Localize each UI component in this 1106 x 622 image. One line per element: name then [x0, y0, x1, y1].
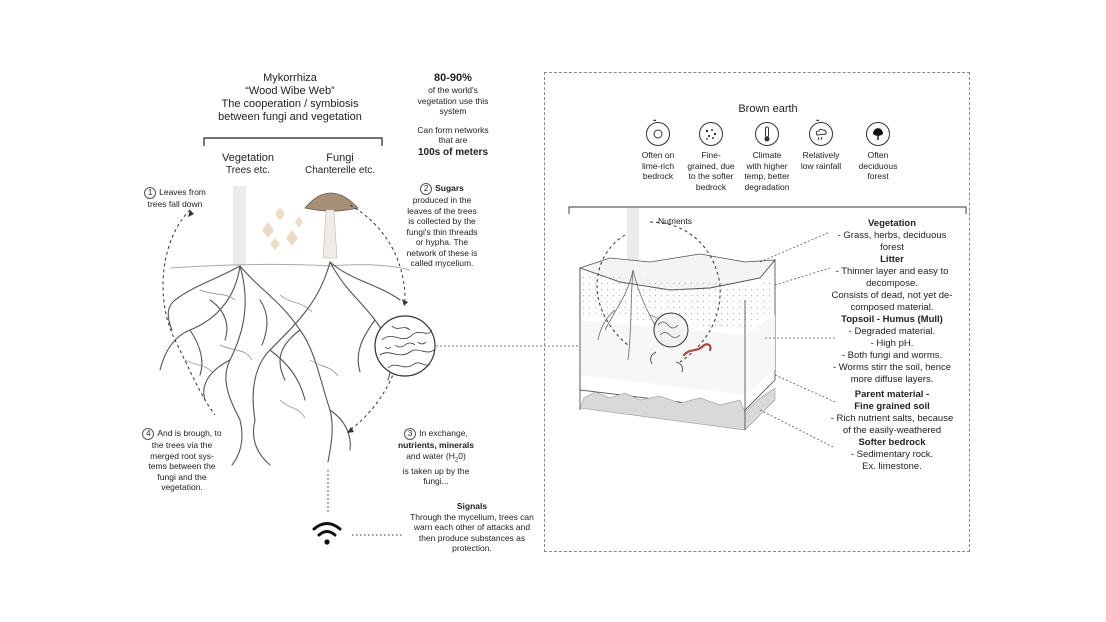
header-desc-1: The cooperation / symbiosis [221, 98, 359, 110]
step-2-line1: produced in the [412, 195, 472, 205]
step-4-line6: vegetation. [161, 482, 203, 492]
layer-parent-title-1: Parent material - [854, 389, 930, 400]
step-2-line7: called mycelium. [410, 258, 474, 268]
layer-litter-line1: - Thinner layer and easy to [835, 266, 949, 277]
condition-line1: Climate [752, 150, 782, 160]
step-3-line3: and water (H [406, 450, 455, 461]
condition-line1: Relatively [802, 150, 840, 160]
layer-vegetation-line1: - Grass, herbs, deciduous [837, 230, 947, 241]
layer-litter-line2: decompose. [866, 278, 918, 289]
stat-network-line2: that are [438, 135, 468, 145]
step-1-badge: 1 [144, 187, 156, 199]
condition-sign: - [653, 115, 657, 126]
condition-sign: - [816, 115, 820, 126]
condition-line2: lime-rich [641, 160, 675, 171]
condition-line4: degradation [744, 181, 790, 192]
step-4-badge: 4 [142, 428, 154, 440]
soil-zoom-circle [654, 313, 688, 347]
signals-line2: warn each other of attacks and [413, 522, 531, 532]
step-2-badge: 2 [420, 183, 432, 195]
stat-percent-line3: system [439, 106, 467, 116]
step-2-line3: is collected by the [408, 216, 476, 226]
condition-line3: bedrock [642, 171, 674, 181]
step-3-line2: nutrients, minerals [397, 440, 475, 450]
condition-line2: low rainfall [800, 160, 842, 171]
layer-topsoil-line1: - Degraded material. [848, 326, 936, 337]
fungi-subtitle: Chanterelle etc. [304, 165, 376, 176]
step-3-line3-sub: 2 [454, 457, 459, 464]
step-4-line1: And is brough, to [157, 428, 222, 438]
step-1-line1: Leaves from [159, 187, 206, 197]
condition-line4: bedrock [695, 181, 727, 192]
step-3-badge: 3 [404, 428, 416, 440]
layer-topsoil-line4: - Worms stirr the soil, hence [832, 362, 952, 373]
step-4-line4: tems between the [148, 461, 216, 471]
layer-topsoil-line3: - Both fungi and worms. [841, 350, 943, 361]
nutrients-label: Nutrients [658, 216, 693, 226]
condition-line2: with higher [746, 160, 788, 171]
layer-bedrock-line1: - Sedimentary rock. [850, 449, 934, 460]
condition-line2: deciduous [858, 160, 898, 171]
step-2-title: Sugars [435, 183, 464, 193]
step-2-line4: fungi's thin threads [406, 226, 478, 237]
soil-layer-descriptions [820, 218, 964, 473]
condition-line3: temp, better [744, 171, 790, 181]
condition-line1: Often [867, 150, 889, 160]
brown-earth-title: Brown earth [738, 103, 798, 115]
layer-bedrock-title: Softer bedrock [858, 437, 926, 448]
step-3-line4: is taken up by the [402, 465, 470, 476]
stat-percent-line2: vegetation use this [417, 95, 489, 106]
signals-line1: Through the mycelium, trees can [410, 511, 534, 522]
layer-vegetation-line2: forest [880, 242, 904, 253]
layer-parent-line2: of the easily-weathered [842, 425, 942, 436]
fungi-title: Fungi [326, 152, 354, 164]
stat-percent-line1: of the world's [428, 85, 478, 95]
step-4-line3: merged root sys- [150, 450, 214, 461]
layer-topsoil-line5: more diffuse layers. [850, 374, 934, 385]
layer-topsoil-line2: - High pH. [870, 338, 914, 349]
layer-topsoil-title: Topsoil - Humus (Mull) [841, 314, 943, 325]
step-2-line2: leaves of the trees [407, 205, 477, 216]
step-3-line5: fungi... [423, 476, 449, 487]
signals-line3: then produce substances as [418, 532, 526, 543]
step-2-line6: network of these is [406, 247, 478, 258]
header-subtitle: “Wood Wibe Web” [245, 85, 335, 97]
signals-title: Signals [456, 501, 488, 511]
step-3-line3-end: 0) [458, 450, 466, 461]
header-title: Mykorrhiza [263, 72, 317, 84]
header-desc-2: between fungi and vegetation [218, 111, 362, 123]
condition-line2: grained, due [687, 160, 735, 171]
condition-line3: to the softer [688, 171, 734, 181]
layer-parent-line1: - Rich nutrient salts, because [830, 413, 954, 424]
stat-network-line1: Can form networks [417, 124, 489, 135]
layer-bedrock-line2: Ex. limestone. [862, 461, 922, 472]
step-4-line5: fungi and the [157, 471, 207, 482]
condition-line1: Often on [641, 150, 675, 160]
condition-line1: Fine- [701, 150, 721, 160]
step-3-line1: In exchange, [419, 428, 468, 438]
step-2-line5: or hypha. The [415, 237, 469, 247]
layer-litter-line4: composed material. [850, 302, 934, 313]
layer-litter-title: Litter [880, 254, 904, 265]
layer-vegetation-title: Vegetation [867, 218, 917, 229]
stat-percent: 80-90% [434, 72, 472, 84]
signals-line4: protection. [452, 543, 492, 553]
step-1-line2: trees fall down [147, 199, 203, 209]
layer-parent-title-2: Fine grained soil [854, 401, 930, 412]
layer-litter-line3: Consists of dead, not yet de- [831, 290, 953, 301]
stat-network-value: 100s of meters [417, 146, 489, 158]
vegetation-subtitle: Trees etc. [225, 165, 271, 176]
vegetation-title: Vegetation [222, 152, 274, 164]
step-4-line2: the trees via the [151, 440, 213, 450]
condition-line3: forest [867, 171, 889, 181]
